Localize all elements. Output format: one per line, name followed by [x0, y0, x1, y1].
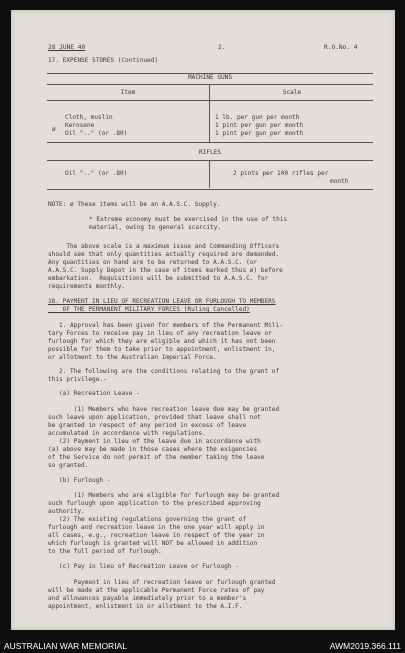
paragraph-line: or allotment to the Australian Imperial Force. — [48, 354, 217, 361]
archive-name: AUSTRALIAN WAR MEMORIAL — [4, 641, 127, 651]
rifle-scale-line-2: month — [330, 178, 349, 185]
table-bottom-rule — [47, 189, 373, 190]
col-item-header: Item — [120, 89, 136, 96]
rifle-item: Oil ".." (or .80) — [65, 170, 128, 177]
mg-item-1: Cloth, muslin — [65, 114, 113, 121]
subsection-a-title: (a) Recreation Leave - — [48, 390, 140, 397]
paragraph-line: possible for them to take prior to appointment, enlistment in, — [48, 346, 276, 353]
paragraph-line: (2) Payment in lieu of the leave due in accordance with — [48, 438, 261, 445]
paragraph-line: such furlough upon application to the prescribed approving — [48, 500, 261, 507]
paragraph-line: accumulated in accordance with regulations. — [48, 430, 206, 437]
machine-guns-title: MACHINE GUNS — [187, 74, 233, 81]
paragraph-line: requirements monthly. — [48, 283, 126, 290]
paragraph-line: will be made at the applicable Permanent Force rates of pay — [48, 587, 265, 594]
paragraph-line: (2) The existing regulations governing the grant of — [48, 516, 247, 523]
order-date: 28 JUNE 40 — [48, 44, 86, 51]
document-page — [11, 10, 395, 630]
paragraph-line: Payment in lieu of recreation leave or furlough granted — [48, 579, 276, 586]
order-reference: R.O.No. 4 — [324, 44, 358, 51]
table-column-divider — [209, 160, 210, 188]
paragraph-line: Any quantities on hand are to be returned to A.A.S.C. (or — [48, 259, 258, 266]
paragraph-line: (1) Members who are eligible for furlough may be granted — [48, 492, 280, 499]
rifles-title: RIFLES — [198, 149, 221, 156]
paragraph-line: embarkation. Requisitions will be submitted to A.A.S.C. for — [48, 275, 269, 282]
paragraph-line: this privilege.- — [48, 376, 107, 383]
archive-reference: AWM2019.366.111 — [329, 641, 401, 651]
paragraph-line: 1. Approval has been given for members of the Permanent Mili- — [48, 322, 283, 329]
section-18-heading-line-1: 18. PAYMENT IN LIEU OF RECREATION LEAVE OR FURLOUGH TO MEMBERS — [48, 298, 276, 305]
mg-item-3: Oil ".." (or .80) — [65, 130, 128, 137]
page-number: 2. — [218, 44, 226, 51]
note-2-line-1: * Extreme economy must be exercised in the use of this — [89, 216, 288, 223]
col-scale-header: Scale — [282, 89, 302, 96]
subsection-c-title: (c) Pay in lieu of Recreation Leave or Furlough - — [48, 563, 239, 570]
table-rule — [47, 84, 373, 85]
paragraph-line: authority. — [48, 508, 85, 515]
section-17-heading: 17. EXPENSE STORES (Continued) — [48, 57, 159, 64]
paragraph-line: of the Service do not permit of the member taking the leave — [48, 454, 265, 461]
paragraph-line: 2. The following are the conditions relating to the grant of — [48, 368, 280, 375]
supply-mark: ø — [52, 126, 56, 133]
table-rule — [47, 160, 373, 161]
paragraph-line: (1) Members who have recreation leave due may be granted — [48, 406, 280, 413]
paragraph-line: all cases, e.g., recreation leave in respect of the year in — [48, 532, 265, 539]
note-2-line-2: material, owing to general scarcity. — [89, 224, 222, 231]
paragraph-line: A.A.S.C. Supply Depot in the case of items marked thus ø) before — [48, 267, 283, 274]
table-header-rule — [47, 100, 373, 101]
paragraph-line: be granted in respect of any period in excess of leave — [48, 422, 247, 429]
rifle-scale-line-1: 2 pints per 100 rifles per — [233, 170, 329, 177]
subsection-b-title: (b) Furlough - — [48, 477, 111, 484]
section-18-heading-line-2: OF THE PERMANENT MILITARY FORCES (Ruling Cancelled) — [48, 306, 250, 313]
table-column-divider — [209, 84, 210, 142]
mg-item-2: Kerosene — [65, 122, 95, 129]
paragraph-line: so granted. — [48, 462, 89, 469]
paragraph-line: which furlough is granted will NOT be allowed in addition — [48, 540, 258, 547]
paragraph-line: to the full period of furlough. — [48, 548, 162, 555]
paragraph-line: and allowances payable immediately prior to a member's — [48, 595, 247, 602]
note-1: NOTE: ø These items will be an A.A.S.C. Supply. — [48, 201, 221, 208]
mg-scale-3: 1 pint per gun per month — [215, 130, 304, 137]
paragraph-line: (a) above may be made in those cases where the exigencies — [48, 446, 258, 453]
paragraph-line: appointment, enlistment in or allotment to the A.I.F. — [48, 603, 243, 610]
archive-footer — [0, 638, 405, 653]
paragraph-line: tary Forces to receive pay in lieu of any recreation leave or — [48, 330, 272, 337]
table-rule — [47, 142, 373, 143]
mg-scale-1: 1 lb. per gun per month — [215, 114, 300, 121]
paragraph-line: The above scale is a maximum issue and Commanding Officers — [48, 243, 280, 250]
paragraph-line: furlough for which they are eligible and which it has not been — [48, 338, 276, 345]
paragraph-line: such leave upon application, provided that leave shall not — [48, 414, 261, 421]
paragraph-line: furlough and recreation leave in the one year will apply in — [48, 524, 265, 531]
paragraph-line: should see that only quantities actually required are demanded. — [48, 251, 280, 258]
mg-scale-2: 1 pint per gun per month — [215, 122, 304, 129]
